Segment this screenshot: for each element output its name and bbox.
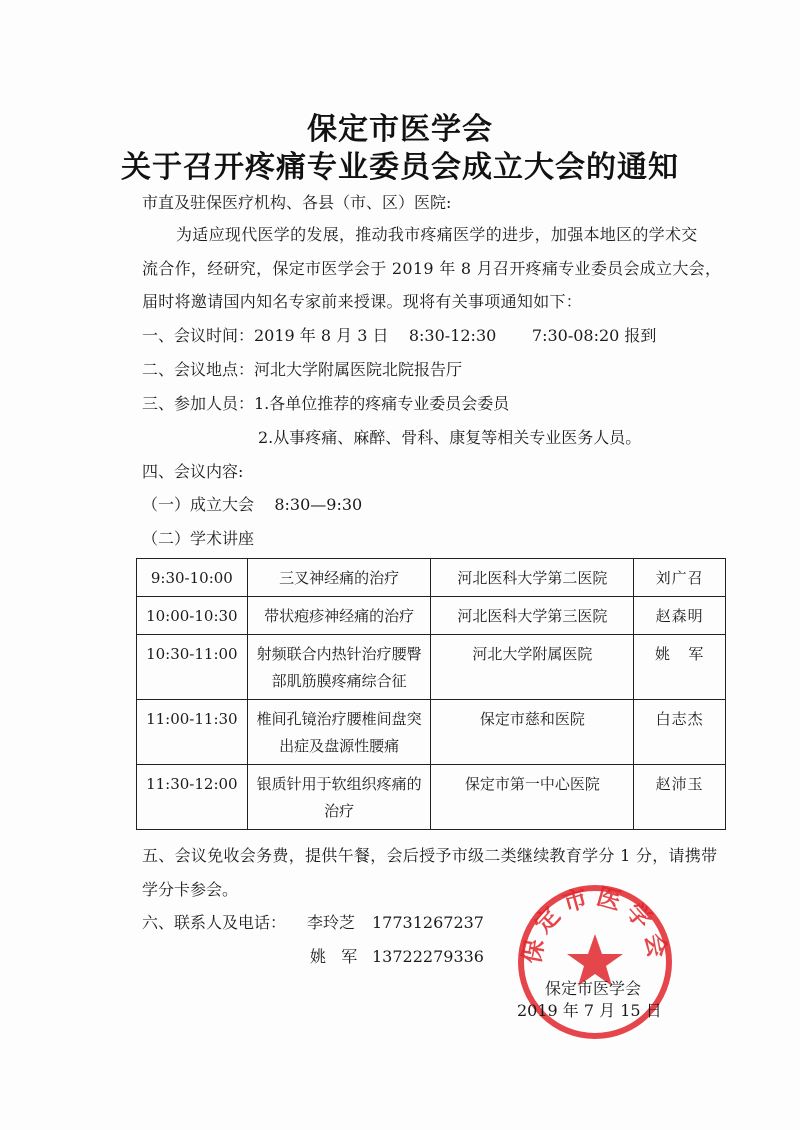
table-row	[137, 559, 726, 597]
document-title-subject: 关于召开疼痛专业委员会成立大会的通知	[121, 150, 679, 185]
hospital-cell: 河北大学附属医院	[431, 635, 634, 700]
intro-paragraph-line2: 流合作，经研究，保定市医学会于 2019 年 8 月召开疼痛专业委员会成立大会，	[142, 259, 722, 278]
hospital-cell: 河北医科大学第三医院	[431, 597, 634, 635]
table-row	[137, 765, 726, 830]
fee-note-line2: 学分卡参会。	[142, 880, 239, 899]
intro-paragraph-line1: 为适应现代医学的发展，推动我市疼痛医学的进步，加强本地区的学术交	[176, 225, 698, 244]
participants-line1: 三、参加人员：1.各单位推荐的疼痛专业委员会委员	[142, 394, 510, 413]
topic-cell: 椎间孔镜治疗腰椎间盘突出症及盘源性腰痛	[247, 700, 431, 765]
time-cell: 9:30-10:00	[137, 559, 248, 597]
time-cell: 10:30-11:00	[137, 635, 248, 700]
contacts-label: 六、联系人及电话：	[142, 913, 287, 932]
lectures-heading: （二）学术讲座	[142, 529, 255, 548]
contact-phone: 17731267237	[372, 913, 484, 932]
table-row	[137, 700, 726, 765]
time-cell: 10:00-10:30	[137, 597, 248, 635]
topic-cell: 射频联合内热针治疗腰臀部肌筋膜疼痛综合征	[247, 635, 431, 700]
topic-cell: 三叉神经痛的治疗	[247, 559, 431, 597]
speaker-cell: 赵沛玉	[634, 765, 726, 830]
contact-phone: 13722279336	[372, 947, 484, 966]
hospital-cell: 河北医科大学第二医院	[431, 559, 634, 597]
topic-cell: 带状疱疹神经痛的治疗	[247, 597, 431, 635]
time-cell: 11:30-12:00	[137, 765, 248, 830]
contact-name: 李玲芝	[307, 913, 356, 932]
speaker-cell: 姚 军	[634, 635, 726, 700]
speaker-cell: 赵森明	[634, 597, 726, 635]
speaker-cell: 刘广召	[634, 559, 726, 597]
topic-cell: 银质针用于软组织疼痛的治疗	[247, 765, 431, 830]
table-row	[137, 597, 726, 635]
meeting-content-heading: 四、会议内容:	[142, 462, 244, 481]
svg-text:保定市医学会: 保定市医学会	[516, 882, 674, 966]
participants-line2: 2.从事疼痛、麻醉、骨科、康复等相关专业医务人员。	[258, 428, 642, 447]
speaker-cell: 白志杰	[634, 700, 726, 765]
contact-name: 姚 军	[310, 947, 358, 966]
addressee: 市直及驻保医疗机构、各县（市、区）医院:	[142, 193, 452, 212]
founding-session: （一）成立大会 8:30—9:30	[142, 495, 363, 514]
intro-paragraph-line3: 届时将邀请国内知名专家前来授课。现将有关事项通知如下：	[142, 292, 583, 311]
meeting-time: 一、会议时间：2019 年 8 月 3 日 8:30-12:30 7:30-08:20 报到	[142, 326, 657, 345]
time-cell: 11:00-11:30	[137, 700, 248, 765]
signature-date: 2019 年 7 月 15 日	[517, 1001, 662, 1020]
hospital-cell: 保定市第一中心医院	[431, 765, 634, 830]
document-title-org: 保定市医学会	[307, 112, 493, 147]
meeting-location: 二、会议地点：河北大学附属医院北院报告厅	[142, 360, 463, 379]
hospital-cell: 保定市慈和医院	[431, 700, 634, 765]
lecture-schedule-table	[136, 558, 726, 830]
table-row	[137, 635, 726, 700]
fee-note-line1: 五、会议免收会务费，提供午餐，会后授予市级二类继续教育学分 1 分，请携带	[142, 846, 718, 865]
signature-org: 保定市医学会	[545, 979, 642, 998]
